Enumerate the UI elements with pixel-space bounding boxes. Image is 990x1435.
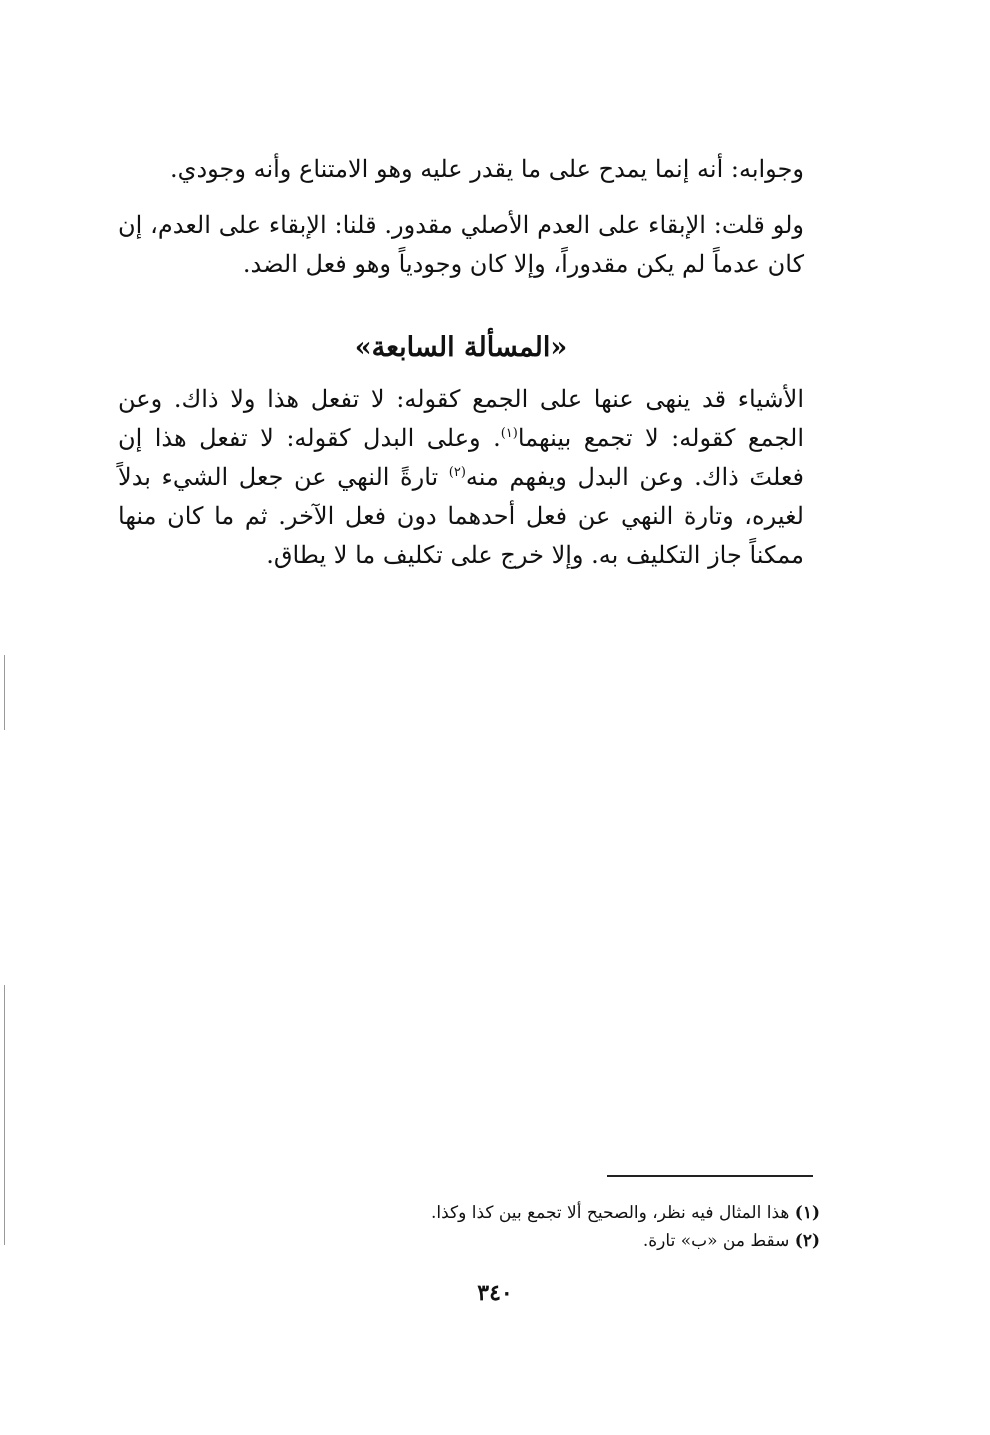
- scan-margin-line-2: [4, 985, 5, 1245]
- paragraph-main: [118, 380, 804, 575]
- footnote-ref-1[interactable]: (١): [500, 426, 518, 441]
- footnote-ref-2[interactable]: (٢): [448, 465, 466, 480]
- footnote-1-text: هذا المثال فيه نظر، والصحيح ألا تجمع بين كذا وكذا.: [430, 1203, 795, 1223]
- footnote-2: [300, 1228, 820, 1254]
- scan-margin-line-1: [4, 655, 5, 730]
- paragraph-objection: ولو قلت: الإبقاء على العدم الأصلي مقدور. قلنا: الإبقاء على العدم، إن كان عدماً لم يكن مقدوراً، وإلا كان وجودياً وهو فعل الضد.: [118, 211, 804, 278]
- footnote-1-number: (١): [794, 1203, 820, 1223]
- paragraph-main-part-2: . وعلى البدل كقوله: لا تفعل هذا إن فعلتَ ذاك. وعن البدل ويفهم منه: [118, 424, 804, 491]
- footnote-separator: [607, 1175, 813, 1177]
- footnote-2-text: سقط من «ب» تارة.: [642, 1231, 795, 1251]
- page-number: ٣٤٠: [477, 1280, 513, 1306]
- paragraph-answer: وجوابه: أنه إنما يمدح على ما يقدر عليه وهو الامتناع وأنه وجودي.: [170, 155, 804, 183]
- paragraph-main-part-1: الأشياء قد ينهى عنها على الجمع كقوله: لا تفعل هذا ولا ذاك. وعن الجمع كقوله: لا تجمع بينهما: [118, 385, 804, 452]
- footnote-1: [300, 1200, 820, 1226]
- section-heading: «المسألة السابعة»: [354, 332, 568, 363]
- footnote-2-number: (٢): [794, 1231, 820, 1251]
- paragraph-main-part-3: تارةً النهي عن جعل الشيء بدلاً لغيره، وتارة النهي عن فعل أحدهما دون فعل الآخر. ثم ما كان منها ممكناً جاز التكليف به. وإلا خرج على تكليف ما لا يطاق.: [118, 463, 804, 569]
